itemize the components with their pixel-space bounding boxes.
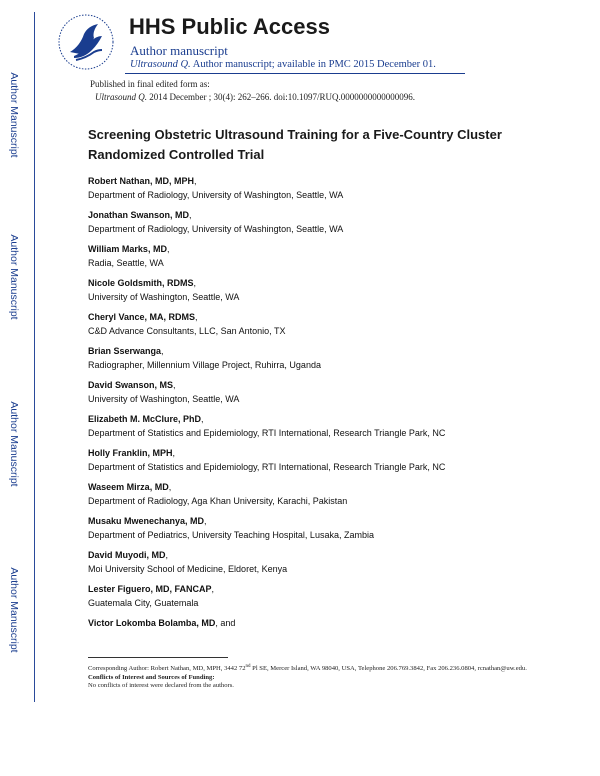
author-name-suffix: , <box>204 516 207 526</box>
hhs-eagle-logo-icon <box>56 12 116 72</box>
margin-divider <box>34 12 35 702</box>
published-label: Published in final edited form as: <box>90 79 210 89</box>
corresponding-author: Corresponding Author: Robert Nathan, MD, MPH, 3442 72nd Pl SE, Mercer Island, WA 98040, USA, Telephone 206.769.3842, Fax 206.236.0804, rcnathan@uw.edu. <box>88 664 527 673</box>
author-name: Musaku Mwenechanya, MD <box>88 516 205 526</box>
author-affiliation: Department of Radiology, Aga Khan University, Karachi, Pakistan <box>88 496 348 506</box>
author-entry <box>88 514 558 548</box>
conflicts-heading: Conflicts of Interest and Sources of Funding: <box>88 673 215 681</box>
author-name-suffix: , <box>168 482 172 492</box>
author-manuscript-label: Author manuscript <box>130 43 228 58</box>
side-label-author-manuscript: Author Manuscript <box>8 567 20 653</box>
author-affiliation: Department of Radiology, University of Washington, Seattle, WA <box>88 224 344 234</box>
author-entry <box>88 208 558 242</box>
author-name-suffix: , <box>195 312 198 322</box>
author-affiliation: University of Washington, Seattle, WA <box>88 394 240 404</box>
footnotes <box>88 663 528 691</box>
author-name-suffix: , <box>189 210 192 220</box>
side-label-author-manuscript: Author Manuscript <box>8 401 20 487</box>
author-name: Holly Franklin, MPH <box>88 448 173 458</box>
author-name: David Swanson, MS <box>88 380 174 390</box>
side-label-author-manuscript: Author Manuscript <box>8 234 20 320</box>
author-name-suffix: , <box>201 414 204 424</box>
author-entry <box>88 378 558 412</box>
author-affiliation: Department of Statistics and Epidemiology, RTI International, Research Triangle Park, NC <box>88 462 446 472</box>
author-name-suffix: , <box>211 584 215 594</box>
author-affiliation: Department of Pediatrics, University Teaching Hospital, Lusaka, Zambia <box>88 530 374 540</box>
hhs-public-access-title: HHS Public Access <box>129 14 330 39</box>
author-entry <box>88 480 558 514</box>
header-rule <box>125 73 465 74</box>
author-entry <box>88 446 558 480</box>
side-label-author-manuscript: Author Manuscript <box>8 72 20 158</box>
author-name: Waseem Mirza, MD <box>88 482 169 492</box>
publication-info <box>90 78 415 103</box>
author-name: Brian Sserwanga <box>88 346 162 356</box>
article-title: Screening Obstetric Ultrasound Training for a Five-Country Cluster Randomized Controlled Trial <box>88 127 502 162</box>
conflicts-text: No conflicts of interest were declared from the authors. <box>88 682 234 690</box>
author-name: Victor Lokomba Bolamba, MD <box>88 618 216 628</box>
author-entry <box>88 242 558 276</box>
author-list <box>88 174 558 650</box>
author-name: David Muyodi, MD <box>88 550 166 560</box>
author-entry <box>88 548 558 582</box>
availability-line: Ultrasound Q. Author manuscript; available in PMC 2015 December 01. <box>130 59 436 70</box>
author-name-suffix: , <box>173 380 176 390</box>
author-name-suffix: , <box>165 550 169 560</box>
author-name-suffix: , <box>172 448 176 458</box>
author-name-suffix: , <box>161 346 164 356</box>
author-name: Cheryl Vance, MA, RDMS <box>88 312 196 322</box>
author-name: William Marks, MD <box>88 244 167 254</box>
author-affiliation: University of Washington, Seattle, WA <box>88 292 240 302</box>
author-affiliation: Department of Statistics and Epidemiology, RTI International, Research Triangle Park, NC <box>88 428 446 438</box>
author-affiliation: Guatemala City, Guatemala <box>88 598 199 608</box>
author-entry <box>88 276 558 310</box>
author-name: Jonathan Swanson, MD <box>88 210 190 220</box>
author-affiliation: Department of Radiology, University of Washington, Seattle, WA <box>88 190 344 200</box>
author-name-suffix: , <box>166 244 170 254</box>
footnote-rule <box>88 657 228 658</box>
author-name: Nicole Goldsmith, RDMS <box>88 278 194 288</box>
author-entry <box>88 616 558 650</box>
author-name: Lester Figuero, MD, FANCAP <box>88 584 212 594</box>
author-entry <box>88 412 558 446</box>
author-entry <box>88 174 558 208</box>
author-entry <box>88 582 558 616</box>
author-name: Robert Nathan, MD, MPH <box>88 176 195 186</box>
author-affiliation: Radiographer, Millennium Village Project, Ruhirra, Uganda <box>88 360 321 370</box>
author-affiliation: Moi University School of Medicine, Eldoret, Kenya <box>88 564 288 574</box>
author-affiliation: Radia, Seattle, WA <box>88 258 164 268</box>
author-name: Elizabeth M. McClure, PhD <box>88 414 202 424</box>
author-entry <box>88 344 558 378</box>
author-name-suffix: , <box>193 278 197 288</box>
author-affiliation: C&D Advance Consultants, LLC, San Antonio, TX <box>88 326 286 336</box>
citation: Ultrasound Q. 2014 December ; 30(4): 262–266. doi:10.1097/RUQ.0000000000000096. <box>95 91 415 102</box>
author-entry <box>88 310 558 344</box>
author-name-suffix: , and <box>215 618 236 628</box>
author-name-suffix: , <box>194 176 197 186</box>
